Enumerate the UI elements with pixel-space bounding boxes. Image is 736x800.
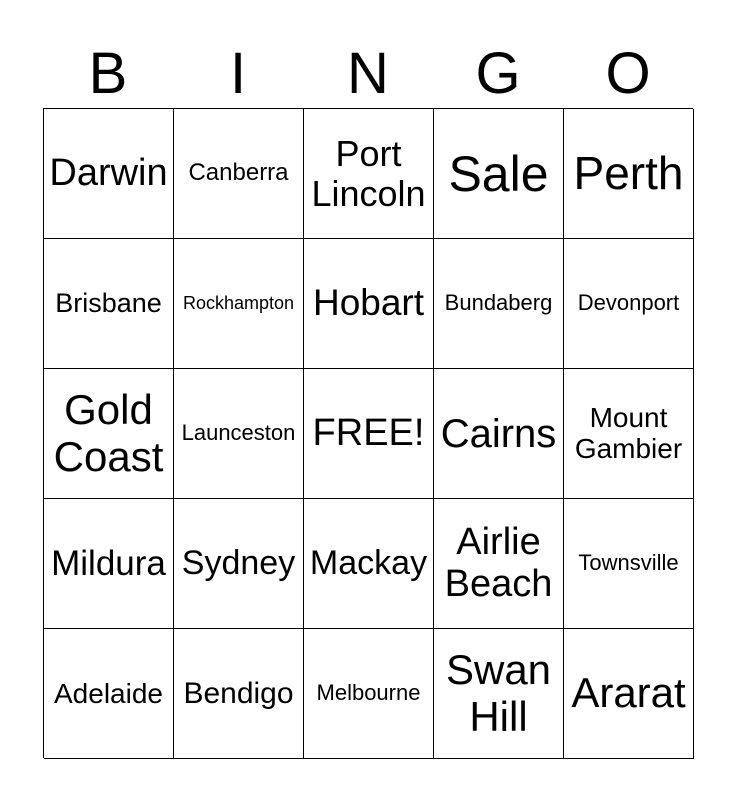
- bingo-cell[interactable]: [174, 369, 304, 499]
- bingo-cell[interactable]: [564, 369, 694, 499]
- cell-label: Townsville: [578, 550, 679, 576]
- cell-label: Gold Coast: [53, 386, 164, 480]
- bingo-cell[interactable]: [44, 239, 174, 369]
- bingo-cell[interactable]: [174, 109, 304, 239]
- bingo-cell[interactable]: [174, 499, 304, 629]
- cell-label: Rockhampton: [182, 292, 295, 313]
- cell-label: Devonport: [577, 290, 680, 316]
- bingo-cell[interactable]: [434, 629, 564, 759]
- cell-label: Ararat: [571, 669, 686, 717]
- cell-label: Port Lincoln: [311, 132, 426, 214]
- bingo-cell[interactable]: [434, 499, 564, 629]
- cell-label: Canberra: [188, 159, 289, 187]
- cell-label: Mount Gambier: [574, 401, 683, 464]
- cell-label: Sale: [448, 145, 549, 202]
- cell-label: Hobart: [312, 282, 425, 324]
- cell-label: Bendigo: [183, 676, 294, 710]
- bingo-cell[interactable]: [434, 239, 564, 369]
- bingo-cell[interactable]: [564, 629, 694, 759]
- bingo-cell[interactable]: [304, 369, 434, 499]
- bingo-cell[interactable]: [304, 239, 434, 369]
- header-letter-i: I: [229, 41, 247, 106]
- cell-label: Adelaide: [54, 677, 163, 709]
- bingo-cell[interactable]: [174, 239, 304, 369]
- cell-label: Swan Hill: [445, 646, 552, 740]
- bingo-board: [43, 108, 693, 758]
- bingo-cell[interactable]: [44, 629, 174, 759]
- header-letter-o: O: [605, 41, 651, 106]
- cell-label: Mildura: [51, 543, 166, 583]
- bingo-cell[interactable]: [304, 499, 434, 629]
- bingo-cell[interactable]: [564, 239, 694, 369]
- cell-label: Mackay: [309, 544, 428, 583]
- bingo-cell[interactable]: [434, 109, 564, 239]
- cell-label: Brisbane: [55, 288, 162, 319]
- bingo-cell[interactable]: [304, 629, 434, 759]
- header-letter-g: G: [475, 41, 521, 106]
- cell-label: Cairns: [440, 411, 557, 456]
- cell-label: Sydney: [181, 544, 296, 583]
- bingo-cell[interactable]: [44, 369, 174, 499]
- bingo-cell[interactable]: [564, 109, 694, 239]
- cell-label: Airlie Beach: [444, 520, 553, 605]
- bingo-cell[interactable]: [174, 629, 304, 759]
- cell-label: Melbourne: [316, 680, 421, 706]
- cell-label: FREE!: [312, 411, 425, 454]
- cell-label: Darwin: [49, 151, 168, 194]
- cell-label: Bundaberg: [444, 290, 553, 316]
- cell-label: Perth: [573, 146, 684, 199]
- cell-label: Launceston: [181, 420, 296, 446]
- bingo-cell[interactable]: [304, 109, 434, 239]
- bingo-cell[interactable]: [44, 499, 174, 629]
- bingo-cell[interactable]: [434, 369, 564, 499]
- header-letter-b: B: [88, 41, 128, 106]
- bingo-cell[interactable]: [44, 109, 174, 239]
- bingo-header: [43, 40, 693, 108]
- bingo-cell[interactable]: [564, 499, 694, 629]
- header-letter-n: N: [347, 41, 389, 106]
